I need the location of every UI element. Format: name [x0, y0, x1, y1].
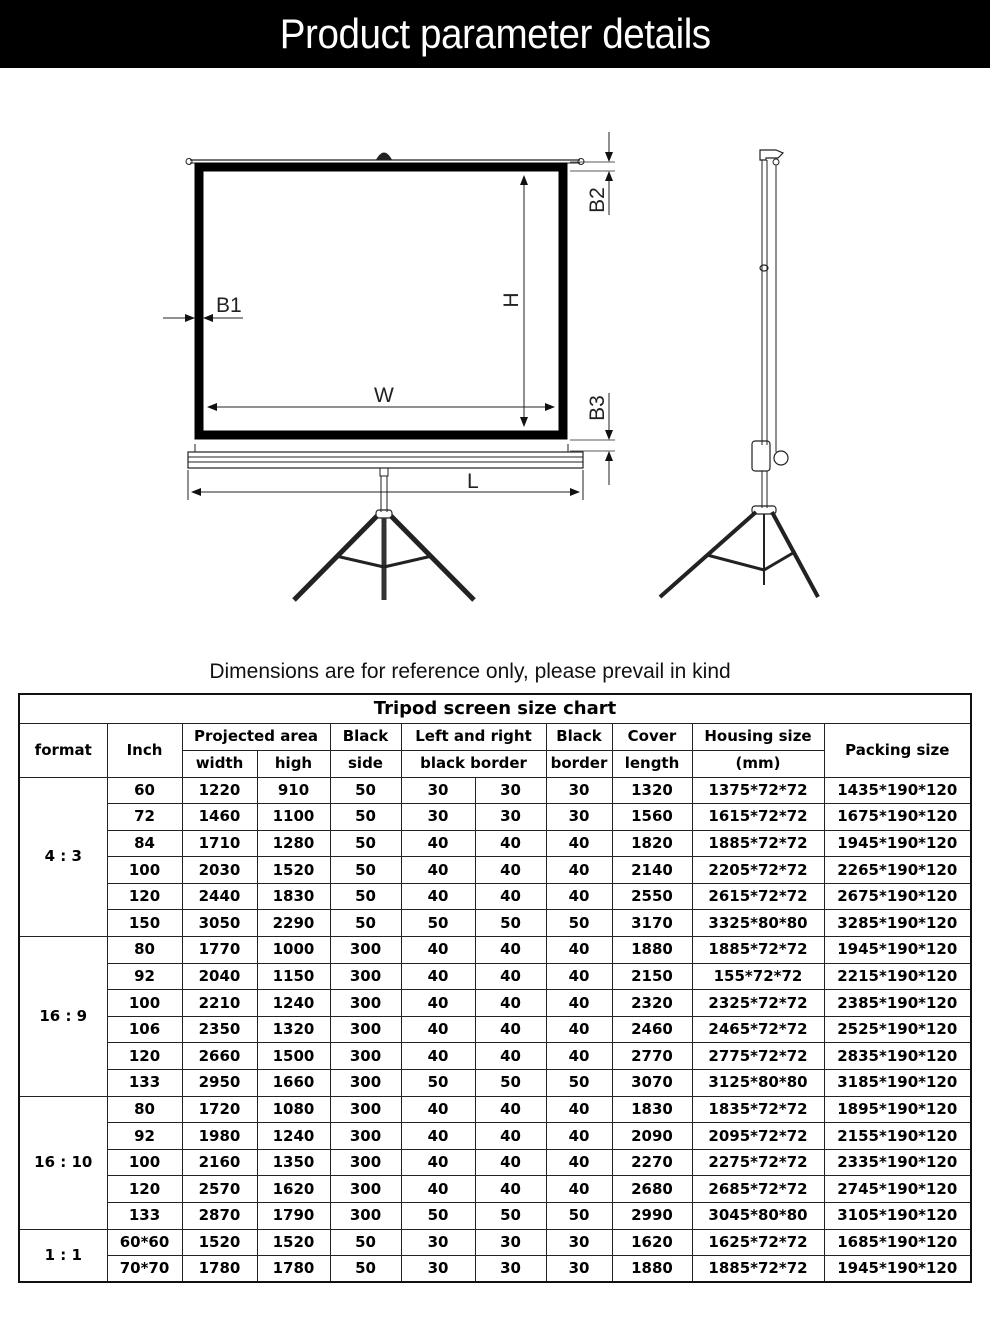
table-cell: 300: [330, 963, 401, 990]
table-cell: 2570: [182, 1176, 257, 1203]
table-cell: 2685*72*72: [692, 1176, 824, 1203]
table-cell: 2675*190*120: [824, 883, 971, 910]
table-cell: 40: [475, 1016, 546, 1043]
table-cell: 120: [107, 1043, 182, 1070]
table-cell: 30: [546, 1256, 612, 1283]
table-cell: 40: [546, 1149, 612, 1176]
table-cell: 60: [107, 777, 182, 804]
table-cell: 2090: [612, 1123, 692, 1150]
table-cell: 2095*72*72: [692, 1123, 824, 1150]
table-cell: 40: [401, 1043, 475, 1070]
table-cell: 2525*190*120: [824, 1016, 971, 1043]
table-cell: 80: [107, 937, 182, 964]
table-cell: 300: [330, 1123, 401, 1150]
table-cell: 2870: [182, 1203, 257, 1230]
header-width: width: [182, 750, 257, 777]
table-cell: 1685*190*120: [824, 1229, 971, 1256]
format-cell: 4 : 3: [19, 777, 107, 937]
table-cell: 133: [107, 1203, 182, 1230]
table-cell: 50: [401, 910, 475, 937]
table-cell: 1770: [182, 937, 257, 964]
table-cell: 155*72*72: [692, 963, 824, 990]
table-cell: 150: [107, 910, 182, 937]
table-cell: 300: [330, 937, 401, 964]
table-row: [19, 1123, 971, 1150]
table-cell: 30: [401, 804, 475, 831]
table-cell: 1500: [257, 1043, 330, 1070]
header-lr-border-2: black border: [401, 750, 546, 777]
table-cell: 2990: [612, 1203, 692, 1230]
table-cell: 1790: [257, 1203, 330, 1230]
table-cell: 2325*72*72: [692, 990, 824, 1017]
header-lr-border-1: Left and right: [401, 723, 546, 750]
table-cell: 40: [546, 1176, 612, 1203]
label-l: L: [467, 470, 479, 493]
page-title: Product parameter details: [279, 10, 711, 57]
table-cell: 40: [546, 1096, 612, 1123]
table-cell: 1895*190*120: [824, 1096, 971, 1123]
table-cell: 3045*80*80: [692, 1203, 824, 1230]
table-cell: 1080: [257, 1096, 330, 1123]
table-cell: 2155*190*120: [824, 1123, 971, 1150]
table-row: [19, 1043, 971, 1070]
table-cell: 1520: [257, 1229, 330, 1256]
table-cell: 50: [330, 830, 401, 857]
table-cell: 40: [475, 1043, 546, 1070]
table-cell: 2835*190*120: [824, 1043, 971, 1070]
table-cell: 2265*190*120: [824, 857, 971, 884]
table-cell: 40: [475, 1123, 546, 1150]
table-row: [19, 777, 971, 804]
header-black-side-1: Black: [330, 723, 401, 750]
table-cell: 2745*190*120: [824, 1176, 971, 1203]
table-title: Tripod screen size chart: [19, 694, 971, 723]
table-cell: 80: [107, 1096, 182, 1123]
table-cell: 2215*190*120: [824, 963, 971, 990]
table-cell: 2460: [612, 1016, 692, 1043]
table-cell: 1375*72*72: [692, 777, 824, 804]
table-cell: 40: [475, 883, 546, 910]
table-cell: 300: [330, 1203, 401, 1230]
table-cell: 92: [107, 1123, 182, 1150]
table-cell: 1780: [182, 1256, 257, 1283]
header-black-border-2: border: [546, 750, 612, 777]
table-cell: 40: [401, 830, 475, 857]
table-cell: 1710: [182, 830, 257, 857]
table-cell: 40: [401, 1149, 475, 1176]
table-cell: 30: [475, 1229, 546, 1256]
table-cell: 2205*72*72: [692, 857, 824, 884]
header-banner: [0, 0, 990, 68]
table-row: [19, 937, 971, 964]
table-cell: 2320: [612, 990, 692, 1017]
table-cell: 30: [546, 804, 612, 831]
table-cell: 40: [546, 937, 612, 964]
table-cell: 106: [107, 1016, 182, 1043]
size-chart-table: [18, 693, 972, 1283]
table-cell: 1885*72*72: [692, 830, 824, 857]
table-cell: 50: [401, 1203, 475, 1230]
table-cell: 40: [401, 1123, 475, 1150]
table-cell: 2770: [612, 1043, 692, 1070]
table-cell: 50: [475, 910, 546, 937]
header-housing-1: Housing size: [692, 723, 824, 750]
table-cell: 1675*190*120: [824, 804, 971, 831]
table-cell: 3105*190*120: [824, 1203, 971, 1230]
table-cell: 2950: [182, 1070, 257, 1097]
table-cell: 2290: [257, 910, 330, 937]
table-row: [19, 1096, 971, 1123]
table-cell: 40: [401, 1176, 475, 1203]
header-format: format: [19, 723, 107, 777]
table-cell: 3070: [612, 1070, 692, 1097]
table-cell: 1880: [612, 1256, 692, 1283]
table-cell: 2775*72*72: [692, 1043, 824, 1070]
table-cell: 1945*190*120: [824, 830, 971, 857]
table-cell: 1885*72*72: [692, 1256, 824, 1283]
table-cell: 1100: [257, 804, 330, 831]
table-cell: 30: [401, 1229, 475, 1256]
table-cell: 40: [401, 857, 475, 884]
format-cell: 1 : 1: [19, 1229, 107, 1282]
table-cell: 1615*72*72: [692, 804, 824, 831]
table-cell: 70*70: [107, 1256, 182, 1283]
table-cell: 30: [475, 804, 546, 831]
table-cell: 1240: [257, 1123, 330, 1150]
table-cell: 1945*190*120: [824, 937, 971, 964]
table-cell: 1980: [182, 1123, 257, 1150]
table-cell: 40: [475, 830, 546, 857]
table-cell: 50: [546, 1203, 612, 1230]
table-cell: 1350: [257, 1149, 330, 1176]
table-cell: 40: [475, 937, 546, 964]
table-row: [19, 1203, 971, 1230]
table-cell: 50: [475, 1203, 546, 1230]
table-row: [19, 1149, 971, 1176]
table-cell: 1220: [182, 777, 257, 804]
table-cell: 30: [475, 777, 546, 804]
side-view: [660, 150, 818, 597]
table-cell: 3170: [612, 910, 692, 937]
table-cell: 40: [546, 963, 612, 990]
table-cell: 2030: [182, 857, 257, 884]
table-cell: 1460: [182, 804, 257, 831]
table-cell: 72: [107, 804, 182, 831]
header-black-border-1: Black: [546, 723, 612, 750]
table-cell: 2350: [182, 1016, 257, 1043]
front-view: [163, 132, 615, 600]
table-cell: 2040: [182, 963, 257, 990]
table-cell: 1620: [612, 1229, 692, 1256]
table-cell: 40: [475, 857, 546, 884]
table-cell: 30: [401, 1256, 475, 1283]
table-cell: 1885*72*72: [692, 937, 824, 964]
table-cell: 1560: [612, 804, 692, 831]
table-cell: 1435*190*120: [824, 777, 971, 804]
table-row: [19, 804, 971, 831]
table-cell: 84: [107, 830, 182, 857]
table-cell: 50: [330, 910, 401, 937]
label-b2: B2: [586, 187, 609, 213]
table-cell: 60*60: [107, 1229, 182, 1256]
table-cell: 300: [330, 1096, 401, 1123]
label-w: W: [374, 384, 394, 407]
table-row: [19, 990, 971, 1017]
table-cell: 1320: [612, 777, 692, 804]
table-cell: 40: [546, 830, 612, 857]
header-inch: Inch: [107, 723, 182, 777]
table-cell: 1780: [257, 1256, 330, 1283]
table-cell: 50: [546, 910, 612, 937]
table-cell: 300: [330, 1149, 401, 1176]
table-cell: 3285*190*120: [824, 910, 971, 937]
table-cell: 2150: [612, 963, 692, 990]
label-b1: B1: [216, 294, 242, 317]
table-cell: 1835*72*72: [692, 1096, 824, 1123]
table-cell: 2465*72*72: [692, 1016, 824, 1043]
table-row: [19, 1256, 971, 1283]
table-cell: 1660: [257, 1070, 330, 1097]
table-cell: 2160: [182, 1149, 257, 1176]
table-cell: 92: [107, 963, 182, 990]
table-cell: 2660: [182, 1043, 257, 1070]
table-cell: 1720: [182, 1096, 257, 1123]
table-cell: 40: [546, 883, 612, 910]
table-cell: 40: [546, 1016, 612, 1043]
table-cell: 1820: [612, 830, 692, 857]
tripod-screen-diagram: [0, 68, 990, 648]
table-cell: 1620: [257, 1176, 330, 1203]
table-cell: 2210: [182, 990, 257, 1017]
table-cell: 40: [475, 1176, 546, 1203]
table-cell: 100: [107, 857, 182, 884]
table-cell: 1320: [257, 1016, 330, 1043]
table-cell: 1240: [257, 990, 330, 1017]
table-cell: 2335*190*120: [824, 1149, 971, 1176]
table-cell: 40: [546, 1043, 612, 1070]
table-cell: 30: [546, 777, 612, 804]
table-body: [19, 777, 971, 1282]
table-row: [19, 1070, 971, 1097]
table-cell: 40: [475, 1149, 546, 1176]
table-cell: 30: [546, 1229, 612, 1256]
table-row: [19, 1176, 971, 1203]
table-cell: 2440: [182, 883, 257, 910]
table-cell: 40: [475, 1096, 546, 1123]
disclaimer-text: Dimensions are for reference only, please prevail in kind: [209, 660, 731, 683]
table-cell: 1880: [612, 937, 692, 964]
table-cell: 1625*72*72: [692, 1229, 824, 1256]
table-cell: 1520: [257, 857, 330, 884]
table-cell: 3125*80*80: [692, 1070, 824, 1097]
table-cell: 40: [546, 990, 612, 1017]
table-cell: 40: [401, 937, 475, 964]
format-cell: 16 : 10: [19, 1096, 107, 1229]
table-cell: 40: [401, 1016, 475, 1043]
table-cell: 40: [546, 857, 612, 884]
table-cell: 40: [401, 963, 475, 990]
table-row: [19, 883, 971, 910]
table-cell: 2270: [612, 1149, 692, 1176]
label-h: H: [500, 292, 523, 308]
table-cell: 1830: [257, 883, 330, 910]
table-cell: 50: [330, 777, 401, 804]
table-cell: 100: [107, 1149, 182, 1176]
table-row: [19, 910, 971, 937]
table-cell: 50: [546, 1070, 612, 1097]
table-cell: 3050: [182, 910, 257, 937]
table-cell: 1000: [257, 937, 330, 964]
table-row: [19, 1016, 971, 1043]
table-cell: 120: [107, 883, 182, 910]
table-cell: 3325*80*80: [692, 910, 824, 937]
table-cell: 1520: [182, 1229, 257, 1256]
table-cell: 40: [401, 990, 475, 1017]
table-row: [19, 1229, 971, 1256]
table-cell: 910: [257, 777, 330, 804]
table-cell: 2275*72*72: [692, 1149, 824, 1176]
format-cell: 16 : 9: [19, 937, 107, 1097]
table-cell: 40: [475, 963, 546, 990]
table-cell: 30: [401, 777, 475, 804]
table-cell: 2550: [612, 883, 692, 910]
header-projected-area: Projected area: [182, 723, 330, 750]
table-cell: 1150: [257, 963, 330, 990]
table-cell: 300: [330, 1176, 401, 1203]
table-cell: 50: [330, 1256, 401, 1283]
table-cell: 50: [330, 1229, 401, 1256]
label-b3: B3: [586, 395, 609, 421]
table-row: [19, 830, 971, 857]
table-cell: 120: [107, 1176, 182, 1203]
table-cell: 300: [330, 1043, 401, 1070]
table-cell: 2680: [612, 1176, 692, 1203]
table-cell: 1830: [612, 1096, 692, 1123]
table-cell: 2140: [612, 857, 692, 884]
table-cell: 40: [401, 1096, 475, 1123]
table-cell: 2385*190*120: [824, 990, 971, 1017]
table-cell: 100: [107, 990, 182, 1017]
table-cell: 2615*72*72: [692, 883, 824, 910]
header-housing-2: (mm): [692, 750, 824, 777]
table-cell: 300: [330, 990, 401, 1017]
table-cell: 50: [330, 804, 401, 831]
table-cell: 300: [330, 1070, 401, 1097]
table-cell: 50: [330, 883, 401, 910]
table-cell: 40: [401, 883, 475, 910]
header-black-side-2: side: [330, 750, 401, 777]
header-cover-1: Cover: [612, 723, 692, 750]
table-cell: 40: [475, 990, 546, 1017]
table-cell: 1945*190*120: [824, 1256, 971, 1283]
table-cell: 300: [330, 1016, 401, 1043]
table-cell: 50: [401, 1070, 475, 1097]
table-row: [19, 857, 971, 884]
table-cell: 50: [475, 1070, 546, 1097]
table-row: [19, 963, 971, 990]
table-cell: 133: [107, 1070, 182, 1097]
header-cover-2: length: [612, 750, 692, 777]
header-packing: Packing size: [824, 723, 971, 777]
table-cell: 1280: [257, 830, 330, 857]
table-cell: 3185*190*120: [824, 1070, 971, 1097]
table-cell: 50: [330, 857, 401, 884]
header-high: high: [257, 750, 330, 777]
table-cell: 40: [546, 1123, 612, 1150]
table-cell: 30: [475, 1256, 546, 1283]
